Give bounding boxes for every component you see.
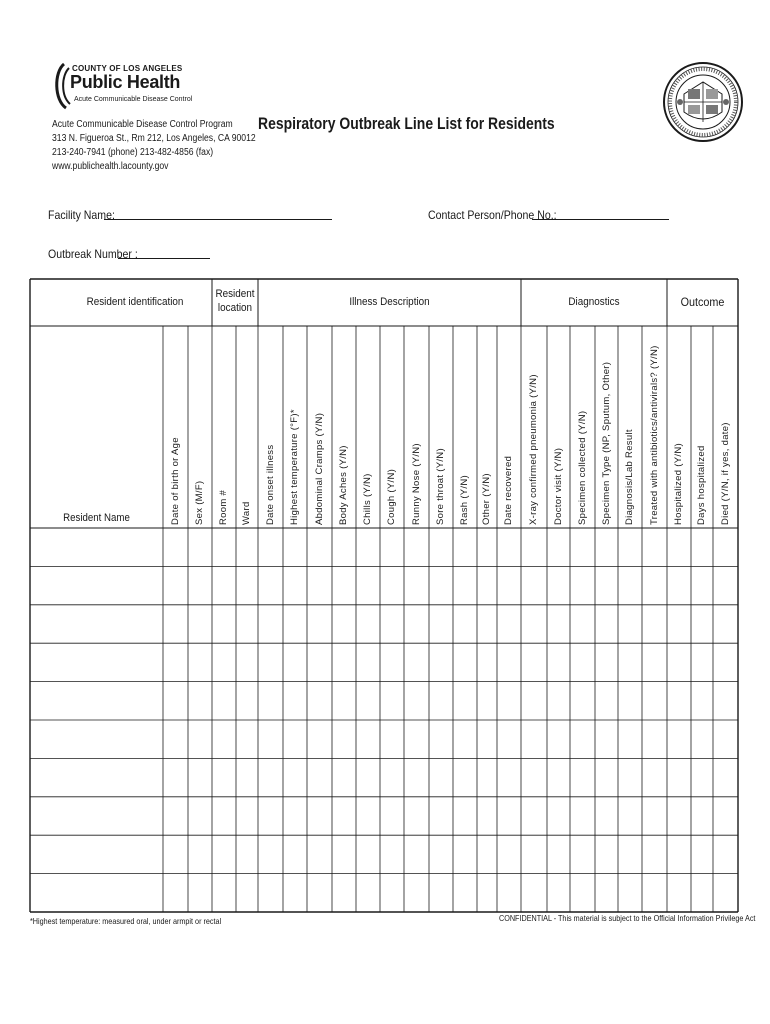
table-cell[interactable] [237, 798, 257, 834]
table-cell[interactable] [259, 644, 282, 680]
table-cell[interactable] [619, 798, 641, 834]
group-diagnostics: Diagnostics [568, 296, 620, 308]
table-cell[interactable] [164, 836, 187, 872]
table-cell[interactable] [357, 836, 379, 872]
table-cell[interactable] [430, 721, 452, 757]
table-cell[interactable] [692, 721, 712, 757]
table-cell[interactable] [571, 759, 594, 795]
table-cell[interactable] [308, 836, 331, 872]
table-cell[interactable] [237, 836, 257, 872]
table-cell[interactable] [714, 644, 737, 680]
table-cell[interactable] [498, 875, 520, 911]
table-cell[interactable] [381, 721, 403, 757]
table-cell[interactable] [498, 529, 520, 565]
table-cell[interactable] [189, 721, 211, 757]
table-cell[interactable] [381, 567, 403, 603]
table-cell[interactable] [357, 644, 379, 680]
column-header: Room # [218, 489, 229, 525]
table-cell[interactable] [522, 683, 546, 719]
column-header: Date recovered [503, 455, 514, 525]
table-cell[interactable] [478, 644, 496, 680]
table-cell[interactable] [284, 721, 306, 757]
table-cell[interactable] [498, 798, 520, 834]
table-cell[interactable] [333, 567, 355, 603]
table-cell[interactable] [643, 875, 666, 911]
table-cell[interactable] [237, 567, 257, 603]
resident-name-cell[interactable] [31, 644, 162, 680]
table-cell[interactable] [357, 683, 379, 719]
table-cell[interactable] [571, 798, 594, 834]
table-cell[interactable] [381, 759, 403, 795]
table-cell[interactable] [478, 759, 496, 795]
table-cell[interactable] [259, 606, 282, 642]
table-cell[interactable] [189, 759, 211, 795]
table-cell[interactable] [692, 798, 712, 834]
table-cell[interactable] [643, 606, 666, 642]
table-cell[interactable] [284, 644, 306, 680]
table-cell[interactable] [237, 683, 257, 719]
table-cell[interactable] [668, 875, 690, 911]
table-cell[interactable] [668, 606, 690, 642]
table-cell[interactable] [522, 836, 546, 872]
table-cell[interactable] [333, 644, 355, 680]
column-header: Other (Y/N) [481, 473, 492, 525]
table-cell[interactable] [498, 759, 520, 795]
table-cell[interactable] [430, 683, 452, 719]
table-cell[interactable] [454, 759, 476, 795]
column-header: Died (Y/N, if yes, date) [719, 422, 731, 525]
table-cell[interactable] [189, 567, 211, 603]
table-cell[interactable] [619, 875, 641, 911]
resident-name-cell[interactable] [31, 836, 162, 872]
column-header: Treated with antibiotics/antivirals? (Y/N) [648, 345, 660, 525]
table-cell[interactable] [714, 798, 737, 834]
table-cell[interactable] [189, 644, 211, 680]
table-cell[interactable] [381, 644, 403, 680]
table-cell[interactable] [405, 606, 428, 642]
table-cell[interactable] [692, 836, 712, 872]
table-cell[interactable] [430, 759, 452, 795]
column-header: Cough (Y/N) [386, 468, 397, 525]
table-cell[interactable] [405, 567, 428, 603]
table-cell[interactable] [478, 836, 496, 872]
table-cell[interactable] [405, 836, 428, 872]
table-cell[interactable] [381, 606, 403, 642]
table-cell[interactable] [668, 721, 690, 757]
column-header: Hospitalized (Y/N) [673, 443, 684, 525]
table-cell[interactable] [522, 759, 546, 795]
table-cell[interactable] [571, 683, 594, 719]
table-cell[interactable] [714, 567, 737, 603]
column-header: Diagnosis/Lab Result [624, 429, 635, 525]
table-cell[interactable] [308, 683, 331, 719]
table-cell[interactable] [284, 606, 306, 642]
table-cell[interactable] [596, 759, 617, 795]
table-cell[interactable] [619, 606, 641, 642]
table-cell[interactable] [571, 644, 594, 680]
resident-name-cell[interactable] [31, 721, 162, 757]
outbreak-number-label: Outbreak Number : [48, 247, 138, 261]
confidential-notice: CONFIDENTIAL - This material is subject to the Official Information Privilege Act [499, 913, 756, 923]
table-cell[interactable] [333, 529, 355, 565]
column-header: Doctor visit (Y/N) [552, 447, 564, 525]
table-cell[interactable] [668, 529, 690, 565]
agency-website: www.publichealth.lacounty.gov [52, 161, 169, 172]
facility-name-label: Facility Name: [48, 208, 115, 222]
column-header: Specimen collected (Y/N) [576, 410, 588, 525]
table-cell[interactable] [643, 798, 666, 834]
table-cell[interactable] [692, 567, 712, 603]
table-cell[interactable] [284, 836, 306, 872]
table-cell[interactable] [498, 683, 520, 719]
table-cell[interactable] [548, 529, 569, 565]
table-cell[interactable] [714, 875, 737, 911]
table-cell[interactable] [259, 567, 282, 603]
table-cell[interactable] [284, 683, 306, 719]
resident-name-cell[interactable] [31, 875, 162, 911]
table-cell[interactable] [259, 721, 282, 757]
table-cell[interactable] [381, 529, 403, 565]
table-cell[interactable] [308, 606, 331, 642]
table-cell[interactable] [498, 721, 520, 757]
table-cell[interactable] [454, 644, 476, 680]
column-header: Rash (Y/N) [459, 475, 470, 525]
table-cell[interactable] [692, 644, 712, 680]
table-cell[interactable] [357, 529, 379, 565]
table-cell[interactable] [498, 644, 520, 680]
table-cell[interactable] [548, 721, 569, 757]
table-cell[interactable] [381, 683, 403, 719]
table-cell[interactable] [692, 529, 712, 565]
table-cell[interactable] [571, 529, 594, 565]
table-cell[interactable] [237, 606, 257, 642]
table-cell[interactable] [596, 606, 617, 642]
table-cell[interactable] [548, 875, 569, 911]
table-cell[interactable] [692, 875, 712, 911]
table-cell[interactable] [164, 759, 187, 795]
table-cell[interactable] [643, 683, 666, 719]
table-cell[interactable] [571, 567, 594, 603]
group-illness-description: Illness Description [349, 296, 430, 308]
logo-public-health-text: Public Health [70, 72, 181, 92]
table-cell[interactable] [454, 875, 476, 911]
resident-name-cell[interactable] [31, 683, 162, 719]
group-resident-location: Resident location [215, 288, 255, 314]
agency-program: Acute Communicable Disease Control Program [52, 119, 233, 130]
table-cell[interactable] [357, 759, 379, 795]
table-cell[interactable] [668, 759, 690, 795]
table-cell[interactable] [237, 759, 257, 795]
resident-name-cell[interactable] [31, 567, 162, 603]
table-cell[interactable] [381, 836, 403, 872]
table-cell[interactable] [189, 606, 211, 642]
table-cell[interactable] [668, 644, 690, 680]
column-header: Runny Nose (Y/N) [410, 443, 422, 525]
table-cell[interactable] [308, 759, 331, 795]
table-cell[interactable] [619, 567, 641, 603]
table-cell[interactable] [571, 836, 594, 872]
table-cell[interactable] [213, 644, 235, 680]
column-header: Abdominal Cramps (Y/N) [313, 412, 325, 525]
table-cell[interactable] [430, 606, 452, 642]
table-cell[interactable] [454, 683, 476, 719]
table-cell[interactable] [164, 683, 187, 719]
table-cell[interactable] [430, 875, 452, 911]
table-cell[interactable] [596, 798, 617, 834]
table-cell[interactable] [308, 798, 331, 834]
table-cell[interactable] [692, 606, 712, 642]
table-cell[interactable] [478, 567, 496, 603]
table-cell[interactable] [381, 798, 403, 834]
table-cell[interactable] [498, 567, 520, 603]
table-cell[interactable] [213, 759, 235, 795]
table-cell[interactable] [643, 759, 666, 795]
table-cell[interactable] [308, 529, 331, 565]
table-cell[interactable] [259, 759, 282, 795]
table-cell[interactable] [714, 606, 737, 642]
table-cell[interactable] [237, 529, 257, 565]
table-cell[interactable] [478, 875, 496, 911]
table-cell[interactable] [548, 606, 569, 642]
table-cell[interactable] [522, 567, 546, 603]
table-cell[interactable] [164, 721, 187, 757]
column-header: Highest temperature (°F)* [289, 409, 300, 525]
table-cell[interactable] [237, 721, 257, 757]
table-cell[interactable] [308, 644, 331, 680]
footnote: *Highest temperature: measured oral, under armpit or rectal [30, 916, 222, 926]
logo-county-text: COUNTY OF LOS ANGELES [72, 64, 183, 73]
column-header: Date onset illness [264, 444, 276, 525]
resident-name-cell[interactable] [31, 798, 162, 834]
table-cell[interactable] [189, 798, 211, 834]
form-title: Respiratory Outbreak Line List for Residents [258, 114, 555, 133]
table-cell[interactable] [164, 606, 187, 642]
table-cell[interactable] [213, 606, 235, 642]
table-cell[interactable] [692, 759, 712, 795]
table-cell[interactable] [164, 644, 187, 680]
table-cell[interactable] [619, 683, 641, 719]
table-cell[interactable] [189, 683, 211, 719]
table-cell[interactable] [333, 721, 355, 757]
table-cell[interactable] [596, 875, 617, 911]
table-cell[interactable] [478, 721, 496, 757]
logo-subtitle-text: Acute Communicable Disease Control [74, 96, 193, 103]
table-cell[interactable] [643, 567, 666, 603]
table-cell[interactable] [596, 567, 617, 603]
table-cell[interactable] [259, 683, 282, 719]
table-cell[interactable] [454, 836, 476, 872]
contact-label: Contact Person/Phone No.: [428, 208, 557, 222]
table-cell[interactable] [405, 721, 428, 757]
table-cell[interactable] [596, 683, 617, 719]
column-header: Sex (M/F) [194, 480, 205, 525]
table-cell[interactable] [522, 721, 546, 757]
resident-name-cell[interactable] [31, 759, 162, 795]
table-cell[interactable] [213, 836, 235, 872]
table-cell[interactable] [478, 683, 496, 719]
table-cell[interactable] [357, 567, 379, 603]
resident-name-header: Resident Name [63, 512, 130, 524]
table-cell[interactable] [454, 529, 476, 565]
table-cell[interactable] [213, 798, 235, 834]
table-cell[interactable] [164, 798, 187, 834]
group-resident-identification: Resident identification [86, 296, 184, 308]
table-cell[interactable] [308, 875, 331, 911]
table-cell[interactable] [668, 798, 690, 834]
table-cell[interactable] [357, 798, 379, 834]
table-cell[interactable] [284, 529, 306, 565]
table-cell[interactable] [333, 759, 355, 795]
column-header: Body Aches (Y/N) [338, 445, 349, 525]
table-cell[interactable] [571, 875, 594, 911]
table-cell[interactable] [596, 836, 617, 872]
table-cell[interactable] [284, 567, 306, 603]
table-cell[interactable] [643, 529, 666, 565]
agency-address: 313 N. Figueroa St., Rm 212, Los Angeles, CA 90012 [52, 133, 256, 144]
table-cell[interactable] [430, 798, 452, 834]
column-header: Chills (Y/N) [362, 473, 373, 525]
table-cell[interactable] [189, 875, 211, 911]
column-header: Specimen Type (NP, Sputum, Other) [600, 361, 612, 525]
table-cell[interactable] [213, 875, 235, 911]
table-cell[interactable] [213, 721, 235, 757]
resident-name-cell[interactable] [31, 529, 162, 565]
table-cell[interactable] [333, 875, 355, 911]
table-cell[interactable] [308, 567, 331, 603]
table-cell[interactable] [714, 836, 737, 872]
table-cell[interactable] [213, 567, 235, 603]
table-cell[interactable] [596, 721, 617, 757]
table-cell[interactable] [522, 875, 546, 911]
table-cell[interactable] [284, 875, 306, 911]
table-cell[interactable] [498, 836, 520, 872]
table-cell[interactable] [405, 759, 428, 795]
table-cell[interactable] [478, 606, 496, 642]
table-cell[interactable] [405, 529, 428, 565]
table-cell[interactable] [454, 567, 476, 603]
table-cell[interactable] [333, 683, 355, 719]
table-cell[interactable] [548, 836, 569, 872]
table-cell[interactable] [522, 529, 546, 565]
table-cell[interactable] [430, 567, 452, 603]
table-cell[interactable] [548, 759, 569, 795]
table-cell[interactable] [405, 683, 428, 719]
table-cell[interactable] [284, 759, 306, 795]
table-cell[interactable] [548, 567, 569, 603]
table-cell[interactable] [714, 683, 737, 719]
table-cell[interactable] [189, 529, 211, 565]
table-cell[interactable] [430, 836, 452, 872]
column-header: Ward [241, 501, 252, 525]
table-cell[interactable] [522, 644, 546, 680]
table-cell[interactable] [213, 683, 235, 719]
table-cell[interactable] [333, 606, 355, 642]
table-cell[interactable] [213, 529, 235, 565]
table-cell[interactable] [714, 529, 737, 565]
table-cell[interactable] [596, 644, 617, 680]
table-cell[interactable] [237, 875, 257, 911]
table-cell[interactable] [692, 683, 712, 719]
table-cell[interactable] [454, 606, 476, 642]
table-cell[interactable] [381, 875, 403, 911]
table-cell[interactable] [619, 721, 641, 757]
table-cell[interactable] [596, 529, 617, 565]
table-cell[interactable] [454, 798, 476, 834]
table-cell[interactable] [333, 836, 355, 872]
table-cell[interactable] [714, 759, 737, 795]
column-header: Days hospitalized [696, 445, 707, 525]
table-cell[interactable] [189, 836, 211, 872]
table-cell[interactable] [478, 798, 496, 834]
table-cell[interactable] [668, 567, 690, 603]
table-cell[interactable] [668, 836, 690, 872]
table-cell[interactable] [405, 875, 428, 911]
table-cell[interactable] [571, 606, 594, 642]
group-outcome: Outcome [680, 295, 725, 309]
table-cell[interactable] [357, 875, 379, 911]
table-cell[interactable] [643, 721, 666, 757]
table-cell[interactable] [619, 644, 641, 680]
table-cell[interactable] [259, 529, 282, 565]
table-cell[interactable] [405, 798, 428, 834]
column-header: X-ray confirmed pneumonia (Y/N) [528, 374, 539, 525]
table-cell[interactable] [619, 529, 641, 565]
table-cell[interactable] [714, 721, 737, 757]
table-cell[interactable] [164, 567, 187, 603]
table-cell[interactable] [284, 798, 306, 834]
table-cell[interactable] [522, 606, 546, 642]
table-cell[interactable] [259, 798, 282, 834]
table-cell[interactable] [498, 606, 520, 642]
table-cell[interactable] [454, 721, 476, 757]
table-cell[interactable] [548, 798, 569, 834]
table-cell[interactable] [308, 721, 331, 757]
column-header: Sore throat (Y/N) [435, 448, 446, 525]
table-cell[interactable] [522, 798, 546, 834]
resident-name-cell[interactable] [31, 606, 162, 642]
table-cell[interactable] [643, 836, 666, 872]
table-cell[interactable] [643, 644, 666, 680]
table-cell[interactable] [164, 529, 187, 565]
table-cell[interactable] [668, 683, 690, 719]
table-cell[interactable] [164, 875, 187, 911]
column-header: Date of birth or Age [169, 437, 181, 525]
agency-phone: 213-240-7941 (phone) 213-482-4856 (fax) [52, 147, 214, 158]
table-cell[interactable] [619, 759, 641, 795]
table-cell[interactable] [357, 721, 379, 757]
table-cell[interactable] [430, 529, 452, 565]
table-cell[interactable] [333, 798, 355, 834]
table-cell[interactable] [571, 721, 594, 757]
table-cell[interactable] [357, 606, 379, 642]
table-cell[interactable] [237, 644, 257, 680]
table-cell[interactable] [259, 875, 282, 911]
table-cell[interactable] [548, 644, 569, 680]
table-cell[interactable] [405, 644, 428, 680]
table-cell[interactable] [548, 683, 569, 719]
table-cell[interactable] [259, 836, 282, 872]
table-cell[interactable] [430, 644, 452, 680]
table-cell[interactable] [619, 836, 641, 872]
table-cell[interactable] [478, 529, 496, 565]
